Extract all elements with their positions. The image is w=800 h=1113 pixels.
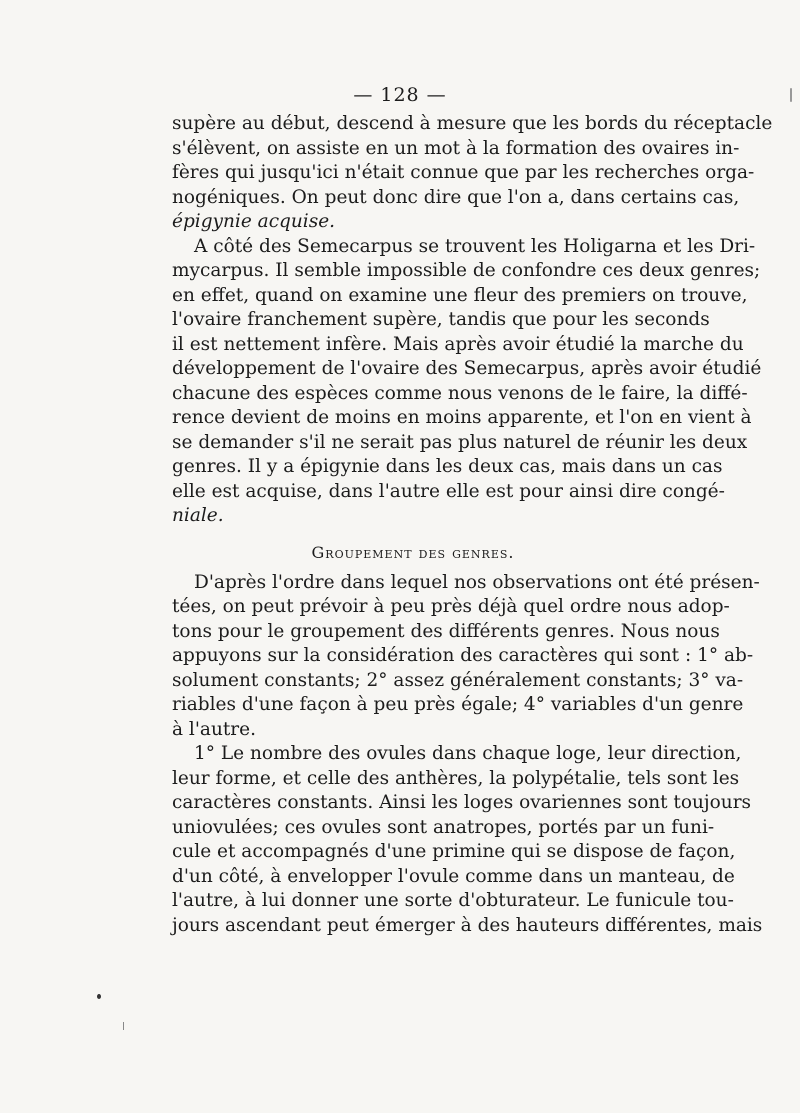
text-line: l'autre, à lui donner une sorte d'obturateur. Le funicule tou-	[172, 890, 734, 911]
text-line: niale.	[172, 505, 224, 526]
text-line: développement de l'ovaire des Semecarpus, après avoir étudié	[172, 358, 762, 379]
text-line: caractères constants. Ainsi les loges ovariennes sont toujours	[172, 792, 752, 813]
text-line: leur forme, et celle des anthères, la polypétalie, tels sont les	[172, 767, 740, 789]
text-line: se demander s'il ne serait pas plus naturel de réunir les deux	[172, 431, 748, 453]
text-line: tées, on peut prévoir à peu près déjà quel ordre nous adop-	[172, 596, 730, 617]
text-line: elle est acquise, dans l'autre elle est pour ainsi dire congé-	[172, 480, 725, 502]
text-line: appuyons sur la considération des caractères qui sont : 1° ab-	[172, 645, 754, 666]
text-line: l'ovaire franchement supère, tandis que pour les seconds	[172, 309, 710, 330]
text-line: en effet, quand on examine une fleur des premiers on trouve,	[172, 284, 748, 306]
text-line: jours ascendant peut émerger à des hauteurs différentes, mais	[172, 914, 763, 936]
text-line: d'un côté, à envelopper l'ovule comme dans un manteau, de	[172, 865, 735, 887]
section-heading: Groupement des genres.	[311, 542, 515, 562]
text-line: à l'autre.	[172, 718, 256, 740]
text-line: supère au début, descend à mesure que les bords du réceptacle	[172, 113, 773, 134]
text-line: fères qui jusqu'ici n'était connue que par les recherches orga-	[172, 162, 755, 183]
text-line: A côté des Semecarpus se trouvent les Holigarna et les Dri-	[194, 235, 756, 257]
text-line: rence devient de moins en moins apparente, et l'on en vient à	[172, 407, 752, 428]
ink-speck	[97, 994, 101, 999]
text-line: cule et accompagnés d'une primine qui se dispose de façon,	[172, 841, 736, 862]
ink-speck	[123, 1022, 124, 1030]
ink-speck	[790, 88, 792, 102]
text-line: mycarpus. Il semble impossible de confondre ces deux genres;	[172, 260, 761, 281]
text-line: solument constants; 2° assez généralement constants; 3° va-	[172, 669, 744, 691]
text-line: 1° Le nombre des ovules dans chaque loge, leur direction,	[194, 743, 742, 764]
text-line: il est nettement infère. Mais après avoir étudié la marche du	[172, 333, 744, 355]
text-line: riables d'une façon à peu près égale; 4° variables d'un genre	[172, 694, 744, 715]
text-line: tons pour le groupement des différents genres. Nous nous	[172, 620, 720, 642]
body-text	[172, 112, 773, 938]
text-line: nogéniques. On peut donc dire que l'on a, dans certains cas,	[172, 186, 740, 208]
text-line: D'après l'ordre dans lequel nos observations ont été présen-	[194, 571, 760, 593]
text-line: chacune des espèces comme nous venons de le faire, la diffé-	[172, 382, 748, 404]
text-line: épigynie acquise.	[172, 211, 336, 232]
text-line: genres. Il y a épigynie dans les deux cas, mais dans un cas	[172, 456, 723, 477]
text-line: s'élèvent, on assiste en un mot à la formation des ovaires in-	[172, 137, 740, 159]
text-line: uniovulées; ces ovules sont anatropes, portés par un funi-	[172, 816, 715, 838]
page-number: — 128 —	[353, 84, 447, 106]
